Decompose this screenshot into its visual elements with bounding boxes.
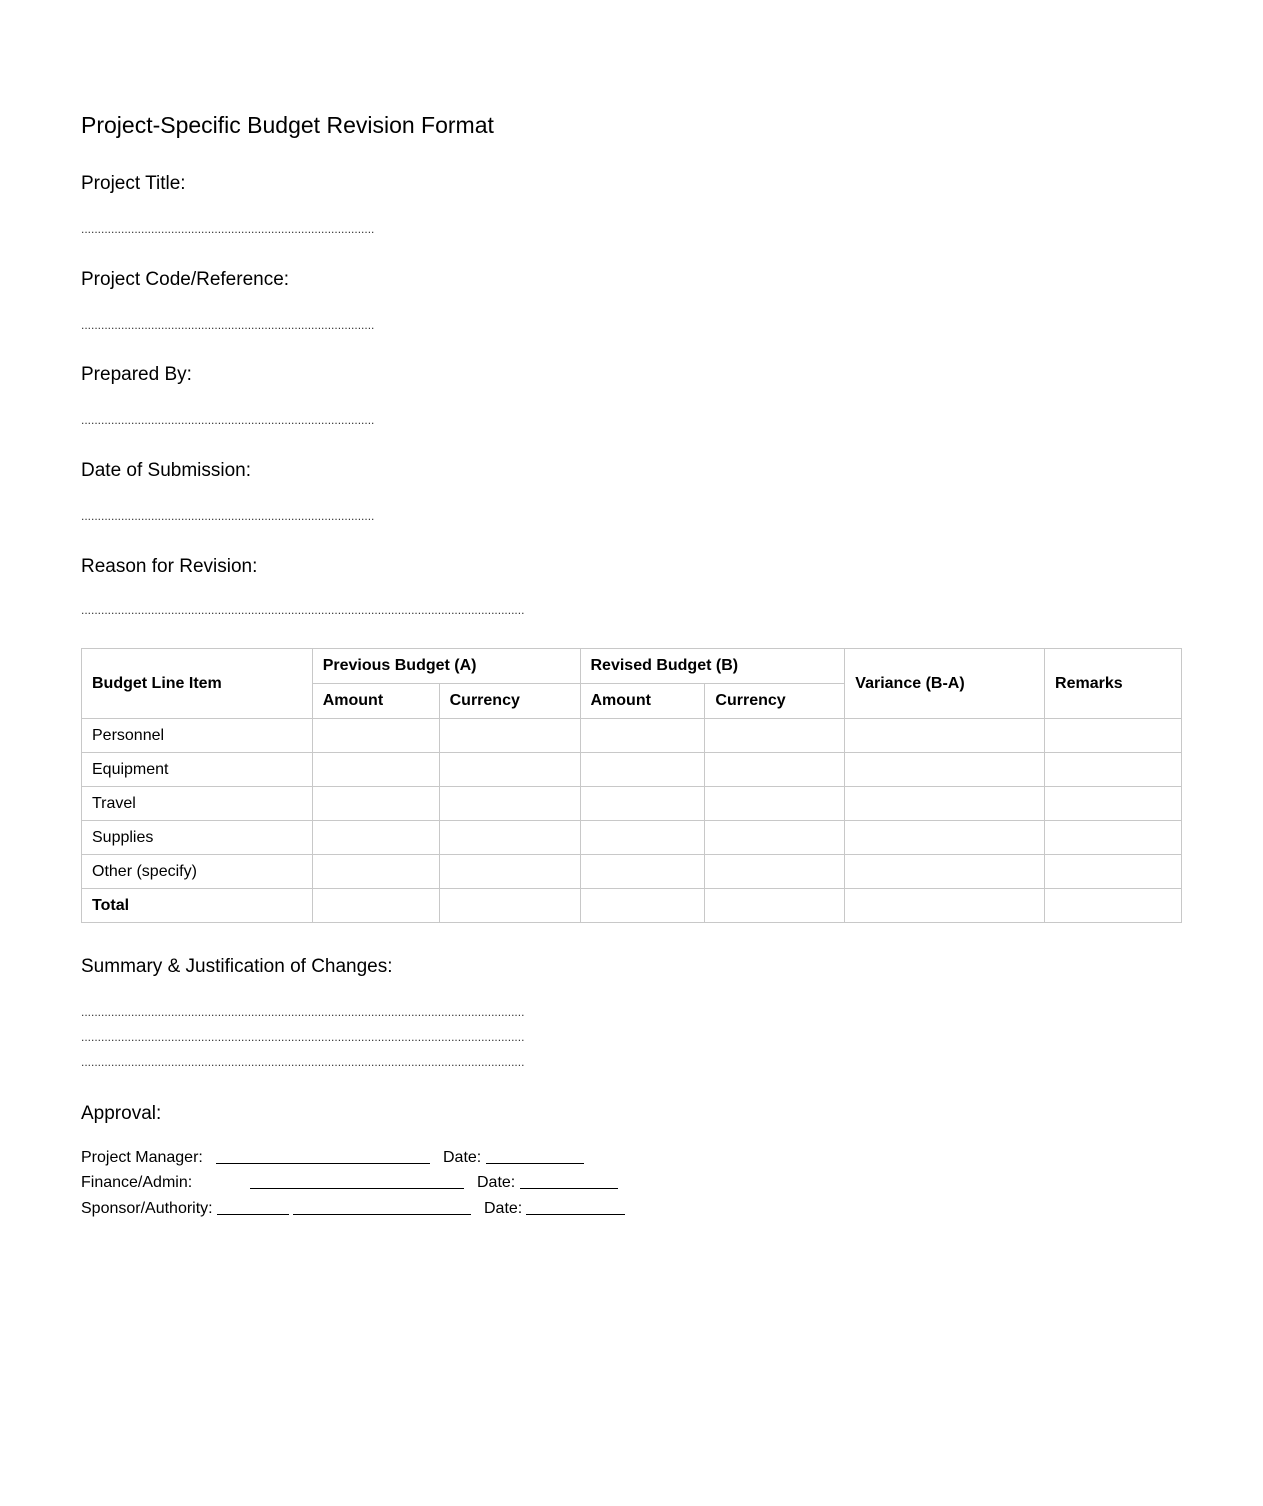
table-cell[interactable] xyxy=(439,787,580,821)
header-revised-currency: Currency xyxy=(705,684,845,719)
table-cell[interactable] xyxy=(845,889,1045,923)
date-line[interactable] xyxy=(520,1174,618,1194)
header-revised-amount: Amount xyxy=(580,684,705,719)
table-cell[interactable] xyxy=(312,753,439,787)
table-row xyxy=(82,719,1182,753)
document-title: Project-Specific Budget Revision Format xyxy=(81,112,494,138)
summary-label: Summary & Justification of Changes: xyxy=(81,956,393,977)
header-previous-budget: Previous Budget (A) xyxy=(312,649,580,684)
table-cell[interactable] xyxy=(312,855,439,889)
header-previous-amount: Amount xyxy=(312,684,439,719)
table-cell[interactable] xyxy=(312,787,439,821)
approval-date-label: Date: xyxy=(477,1174,516,1191)
reason-for-revision-line[interactable]: ..................................................................................................................................... xyxy=(81,603,525,617)
table-cell[interactable] xyxy=(705,821,845,855)
row-label-personnel: Personnel xyxy=(82,719,313,753)
row-label-travel: Travel xyxy=(82,787,313,821)
approval-date-label: Date: xyxy=(484,1200,523,1217)
project-code-label: Project Code/Reference: xyxy=(81,269,290,290)
date-of-submission-line[interactable]: ........................................................................................ xyxy=(81,509,375,523)
table-cell[interactable] xyxy=(580,753,705,787)
approval-role-label: Finance/Admin: xyxy=(81,1174,193,1191)
approval-role-label: Project Manager: xyxy=(81,1149,203,1166)
date-line[interactable] xyxy=(486,1149,584,1169)
project-title-line[interactable]: ........................................................................................ xyxy=(81,222,375,236)
row-label-supplies: Supplies xyxy=(82,821,313,855)
table-cell[interactable] xyxy=(705,753,845,787)
table-cell[interactable] xyxy=(1045,889,1182,923)
prepared-by-label: Prepared By: xyxy=(81,364,192,385)
reason-for-revision-label: Reason for Revision: xyxy=(81,556,258,577)
signature-line-short[interactable] xyxy=(217,1200,289,1220)
row-label-other: Other (specify) xyxy=(82,855,313,889)
table-row xyxy=(82,787,1182,821)
table-cell[interactable] xyxy=(705,889,845,923)
table-header-row xyxy=(82,649,1182,684)
table-row xyxy=(82,855,1182,889)
header-previous-currency: Currency xyxy=(439,684,580,719)
row-label-equipment: Equipment xyxy=(82,753,313,787)
table-cell[interactable] xyxy=(705,855,845,889)
table-cell[interactable] xyxy=(312,889,439,923)
table-cell[interactable] xyxy=(1045,787,1182,821)
table-cell[interactable] xyxy=(845,719,1045,753)
summary-line-2[interactable]: ..................................................................................................................................... xyxy=(81,1030,525,1044)
table-cell[interactable] xyxy=(845,855,1045,889)
signature-line[interactable] xyxy=(216,1149,430,1169)
date-of-submission-label: Date of Submission: xyxy=(81,460,252,481)
table-cell[interactable] xyxy=(439,821,580,855)
table-cell[interactable] xyxy=(1045,753,1182,787)
header-line-item: Budget Line Item xyxy=(82,649,313,719)
header-revised-budget: Revised Budget (B) xyxy=(580,649,845,684)
table-cell[interactable] xyxy=(580,855,705,889)
table-cell[interactable] xyxy=(312,821,439,855)
table-row xyxy=(82,753,1182,787)
table-cell[interactable] xyxy=(1045,855,1182,889)
signature-line[interactable] xyxy=(250,1174,464,1194)
project-title-label: Project Title: xyxy=(81,173,186,194)
prepared-by-line[interactable]: ........................................................................................ xyxy=(81,413,375,427)
approval-role-label: Sponsor/Authority: xyxy=(81,1200,213,1217)
table-cell[interactable] xyxy=(439,889,580,923)
table-cell[interactable] xyxy=(845,787,1045,821)
header-variance: Variance (B-A) xyxy=(845,649,1045,719)
header-remarks: Remarks xyxy=(1045,649,1182,719)
approval-date-label: Date: xyxy=(443,1149,482,1166)
table-cell[interactable] xyxy=(439,855,580,889)
table-cell[interactable] xyxy=(1045,719,1182,753)
table-row-total xyxy=(82,889,1182,923)
table-cell[interactable] xyxy=(580,821,705,855)
approval-label: Approval: xyxy=(81,1103,162,1124)
row-label-total: Total xyxy=(82,889,313,923)
budget-table xyxy=(81,648,1182,923)
table-cell[interactable] xyxy=(439,753,580,787)
table-cell[interactable] xyxy=(1045,821,1182,855)
table-cell[interactable] xyxy=(580,719,705,753)
date-line[interactable] xyxy=(526,1200,625,1220)
table-cell[interactable] xyxy=(845,753,1045,787)
table-row xyxy=(82,821,1182,855)
table-cell[interactable] xyxy=(705,719,845,753)
table-cell[interactable] xyxy=(705,787,845,821)
summary-line-1[interactable]: ..................................................................................................................................... xyxy=(81,1005,525,1019)
table-cell[interactable] xyxy=(580,787,705,821)
table-cell[interactable] xyxy=(312,719,439,753)
signature-line[interactable] xyxy=(293,1200,471,1220)
project-code-line[interactable]: ........................................................................................ xyxy=(81,318,375,332)
table-cell[interactable] xyxy=(439,719,580,753)
table-cell[interactable] xyxy=(845,821,1045,855)
summary-line-3[interactable]: ..................................................................................................................................... xyxy=(81,1055,525,1069)
table-cell[interactable] xyxy=(580,889,705,923)
